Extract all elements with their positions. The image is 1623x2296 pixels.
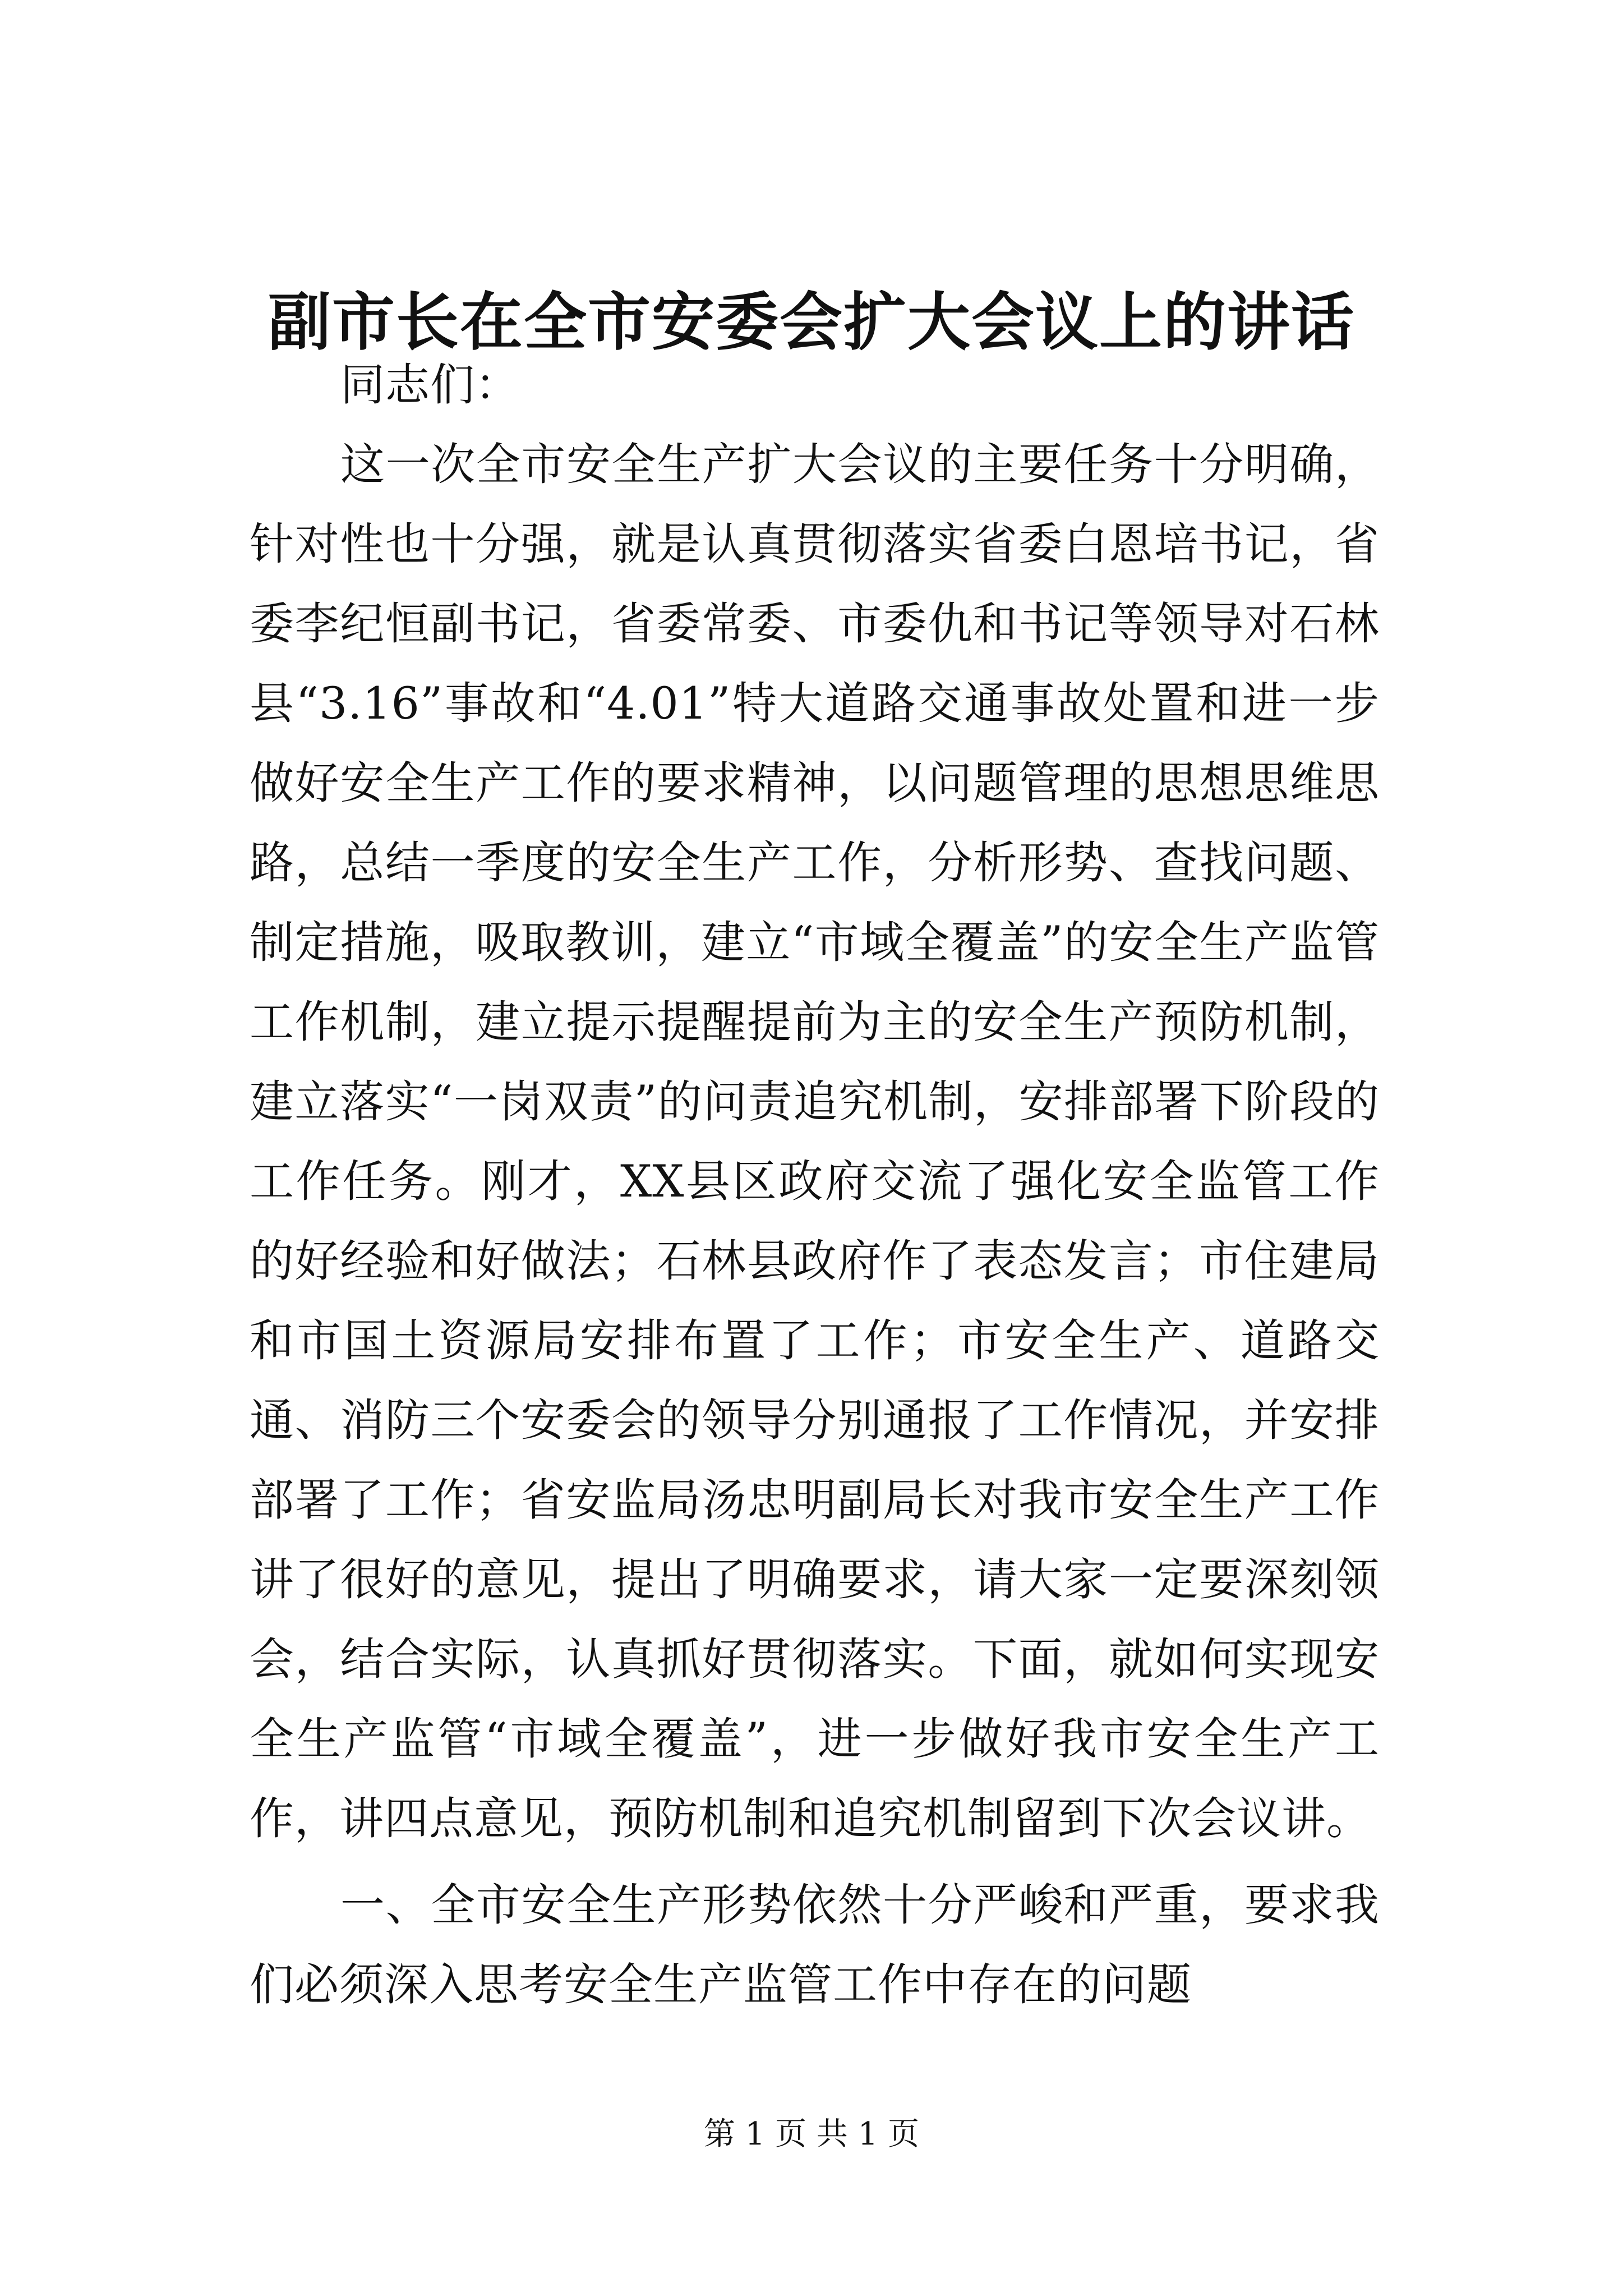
document-body <box>250 345 1380 2024</box>
paragraph-intro: 这一次全市安全生产扩大会议的主要任务十分明确，针对性也十分强，就是认真贯彻落实省委白恩培书记，省委李纪恒副书记，省委常委、市委仇和书记等领导对石林县“3.16”事故和“4.01”特大道路交通事故处置和进一步做好安全生产工作的要求精神，以问题管理的思想思维思路，总结一季度的安全生产工作，分析形势、查找问题、制定措施，吸取教训，建立“市域全覆盖”的安全生产监管工作机制，建立提示提醒提前为主的安全生产预防机制，建立落实“一岗双责”的问责追究机制，安排部署下阶段的工作任务。刚才，XX县区政府交流了强化安全监管工作的好经验和好做法；石林县政府作了表态发言；市住建局和市国土资源局安排布置了工作；市安全生产、道路交通、消防三个安委会的领导分别通报了工作情况，并安排部署了工作；省安监局汤忠明副局长对我市安全生产工作讲了很好的意见，提出了明确要求，请大家一定要深刻领会，结合实际，认真抓好贯彻落实。下面，就如何实现安全生产监管“市域全覆盖”，进一步做好我市安全生产工作，讲四点意见，预防机制和追究机制留到下次会议讲。 <box>250 439 1380 1844</box>
page-footer: 第 1 页 共 1 页 <box>703 2116 920 2152</box>
document-title: 副市长在全市安委会扩大会议上的讲话 <box>268 286 1355 359</box>
section-heading-1: 一、全市安全生产形势依然十分严峻和严重，要求我们必须深入思考安全生产监管工作中存在的问题 <box>250 1879 1380 2010</box>
salutation: 同志们： <box>340 359 520 411</box>
